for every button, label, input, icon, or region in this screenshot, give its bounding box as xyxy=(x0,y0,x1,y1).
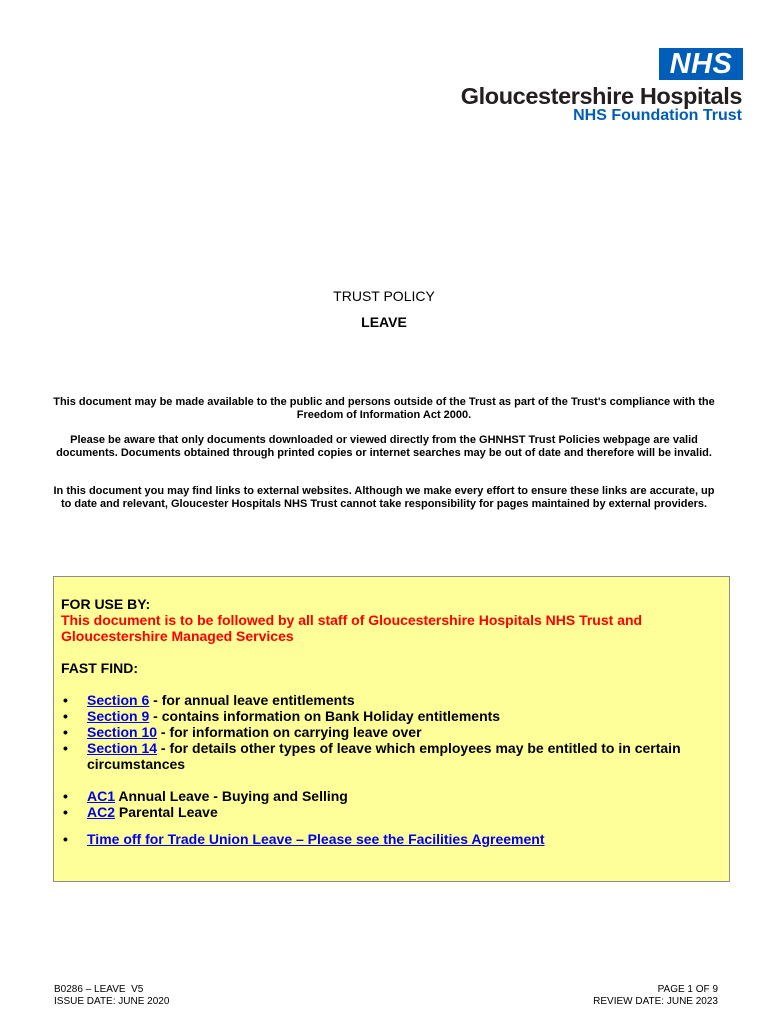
list-item-text: - for details other types of leave which employees may be entitled to in certain circumstances xyxy=(87,740,681,772)
bullet-icon: • xyxy=(63,831,68,847)
bullet-icon: • xyxy=(63,740,68,756)
page-number: PAGE 1 OF 9 xyxy=(657,984,718,995)
foi-notice: This document may be made available to the public and persons outside of the Trust as part of the Trust's compliance with the Freedom of Information Act 2000. xyxy=(53,396,715,421)
section-links-list xyxy=(61,692,729,772)
list-item-text: Annual Leave - Buying and Selling xyxy=(115,788,348,804)
section-10-link[interactable]: Section 10 xyxy=(87,724,158,740)
review-date: REVIEW DATE: JUNE 2023 xyxy=(593,995,718,1007)
list-item-text: Parental Leave xyxy=(115,804,218,820)
footer-right xyxy=(593,984,718,1007)
bullet-icon: • xyxy=(63,804,68,820)
footer-left xyxy=(54,984,169,1007)
list-item xyxy=(61,724,729,740)
document-title: LEAVE xyxy=(361,314,407,330)
ac1-link[interactable]: AC1 xyxy=(87,788,116,804)
fast-find-label: FAST FIND: xyxy=(61,660,138,676)
list-item xyxy=(61,740,729,772)
bullet-icon: • xyxy=(63,724,68,740)
trade-union-link[interactable]: Time off for Trade Union Leave – Please see the Facilities Agreement xyxy=(87,831,545,847)
external-links-notice: In this document you may find links to external websites. Although we make every effort to ensure these links are accurate, up to date and relevant, Gloucester Hospitals NHS Trust cannot take responsibility for pages maintained by external providers. xyxy=(53,485,715,510)
list-item-text: - for information on carrying leave over xyxy=(157,724,422,740)
appendix-links-list xyxy=(61,788,729,820)
section-9-link[interactable]: Section 9 xyxy=(87,708,150,724)
list-item xyxy=(61,788,729,804)
ac2-link[interactable]: AC2 xyxy=(87,804,116,820)
list-item xyxy=(61,831,729,847)
list-item-text: - for annual leave entitlements xyxy=(149,692,355,708)
org-name: Gloucestershire Hospitals xyxy=(460,83,742,109)
document-type: TRUST POLICY xyxy=(333,288,435,304)
for-use-by-label: FOR USE BY: xyxy=(61,596,151,612)
for-use-by-text: This document is to be followed by all staff of Gloucestershire Hospitals NHS Trust and Gloucestershire Managed Services xyxy=(61,612,643,644)
list-item-text: - contains information on Bank Holiday entitlements xyxy=(149,708,501,724)
section-14-link[interactable]: Section 14 xyxy=(87,740,158,756)
list-item xyxy=(61,692,729,708)
fast-find-box xyxy=(53,576,730,882)
document-reference: B0286 – LEAVE V5 xyxy=(54,984,144,995)
list-item xyxy=(61,708,729,724)
section-6-link[interactable]: Section 6 xyxy=(87,692,150,708)
validity-notice: Please be aware that only documents downloaded or viewed directly from the GHNHST Trust Policies webpage are valid documents. Documents obtained through printed copies or internet searches may be out of date and therefore will be invalid. xyxy=(56,434,712,459)
bullet-icon: • xyxy=(63,692,68,708)
org-subtitle: NHS Foundation Trust xyxy=(573,107,742,124)
list-item xyxy=(61,804,729,820)
trade-union-list xyxy=(61,831,729,847)
issue-date: ISSUE DATE: JUNE 2020 xyxy=(54,995,170,1007)
bullet-icon: • xyxy=(63,708,68,724)
nhs-logo-box: NHS xyxy=(659,48,743,80)
bullet-icon: • xyxy=(63,788,68,804)
